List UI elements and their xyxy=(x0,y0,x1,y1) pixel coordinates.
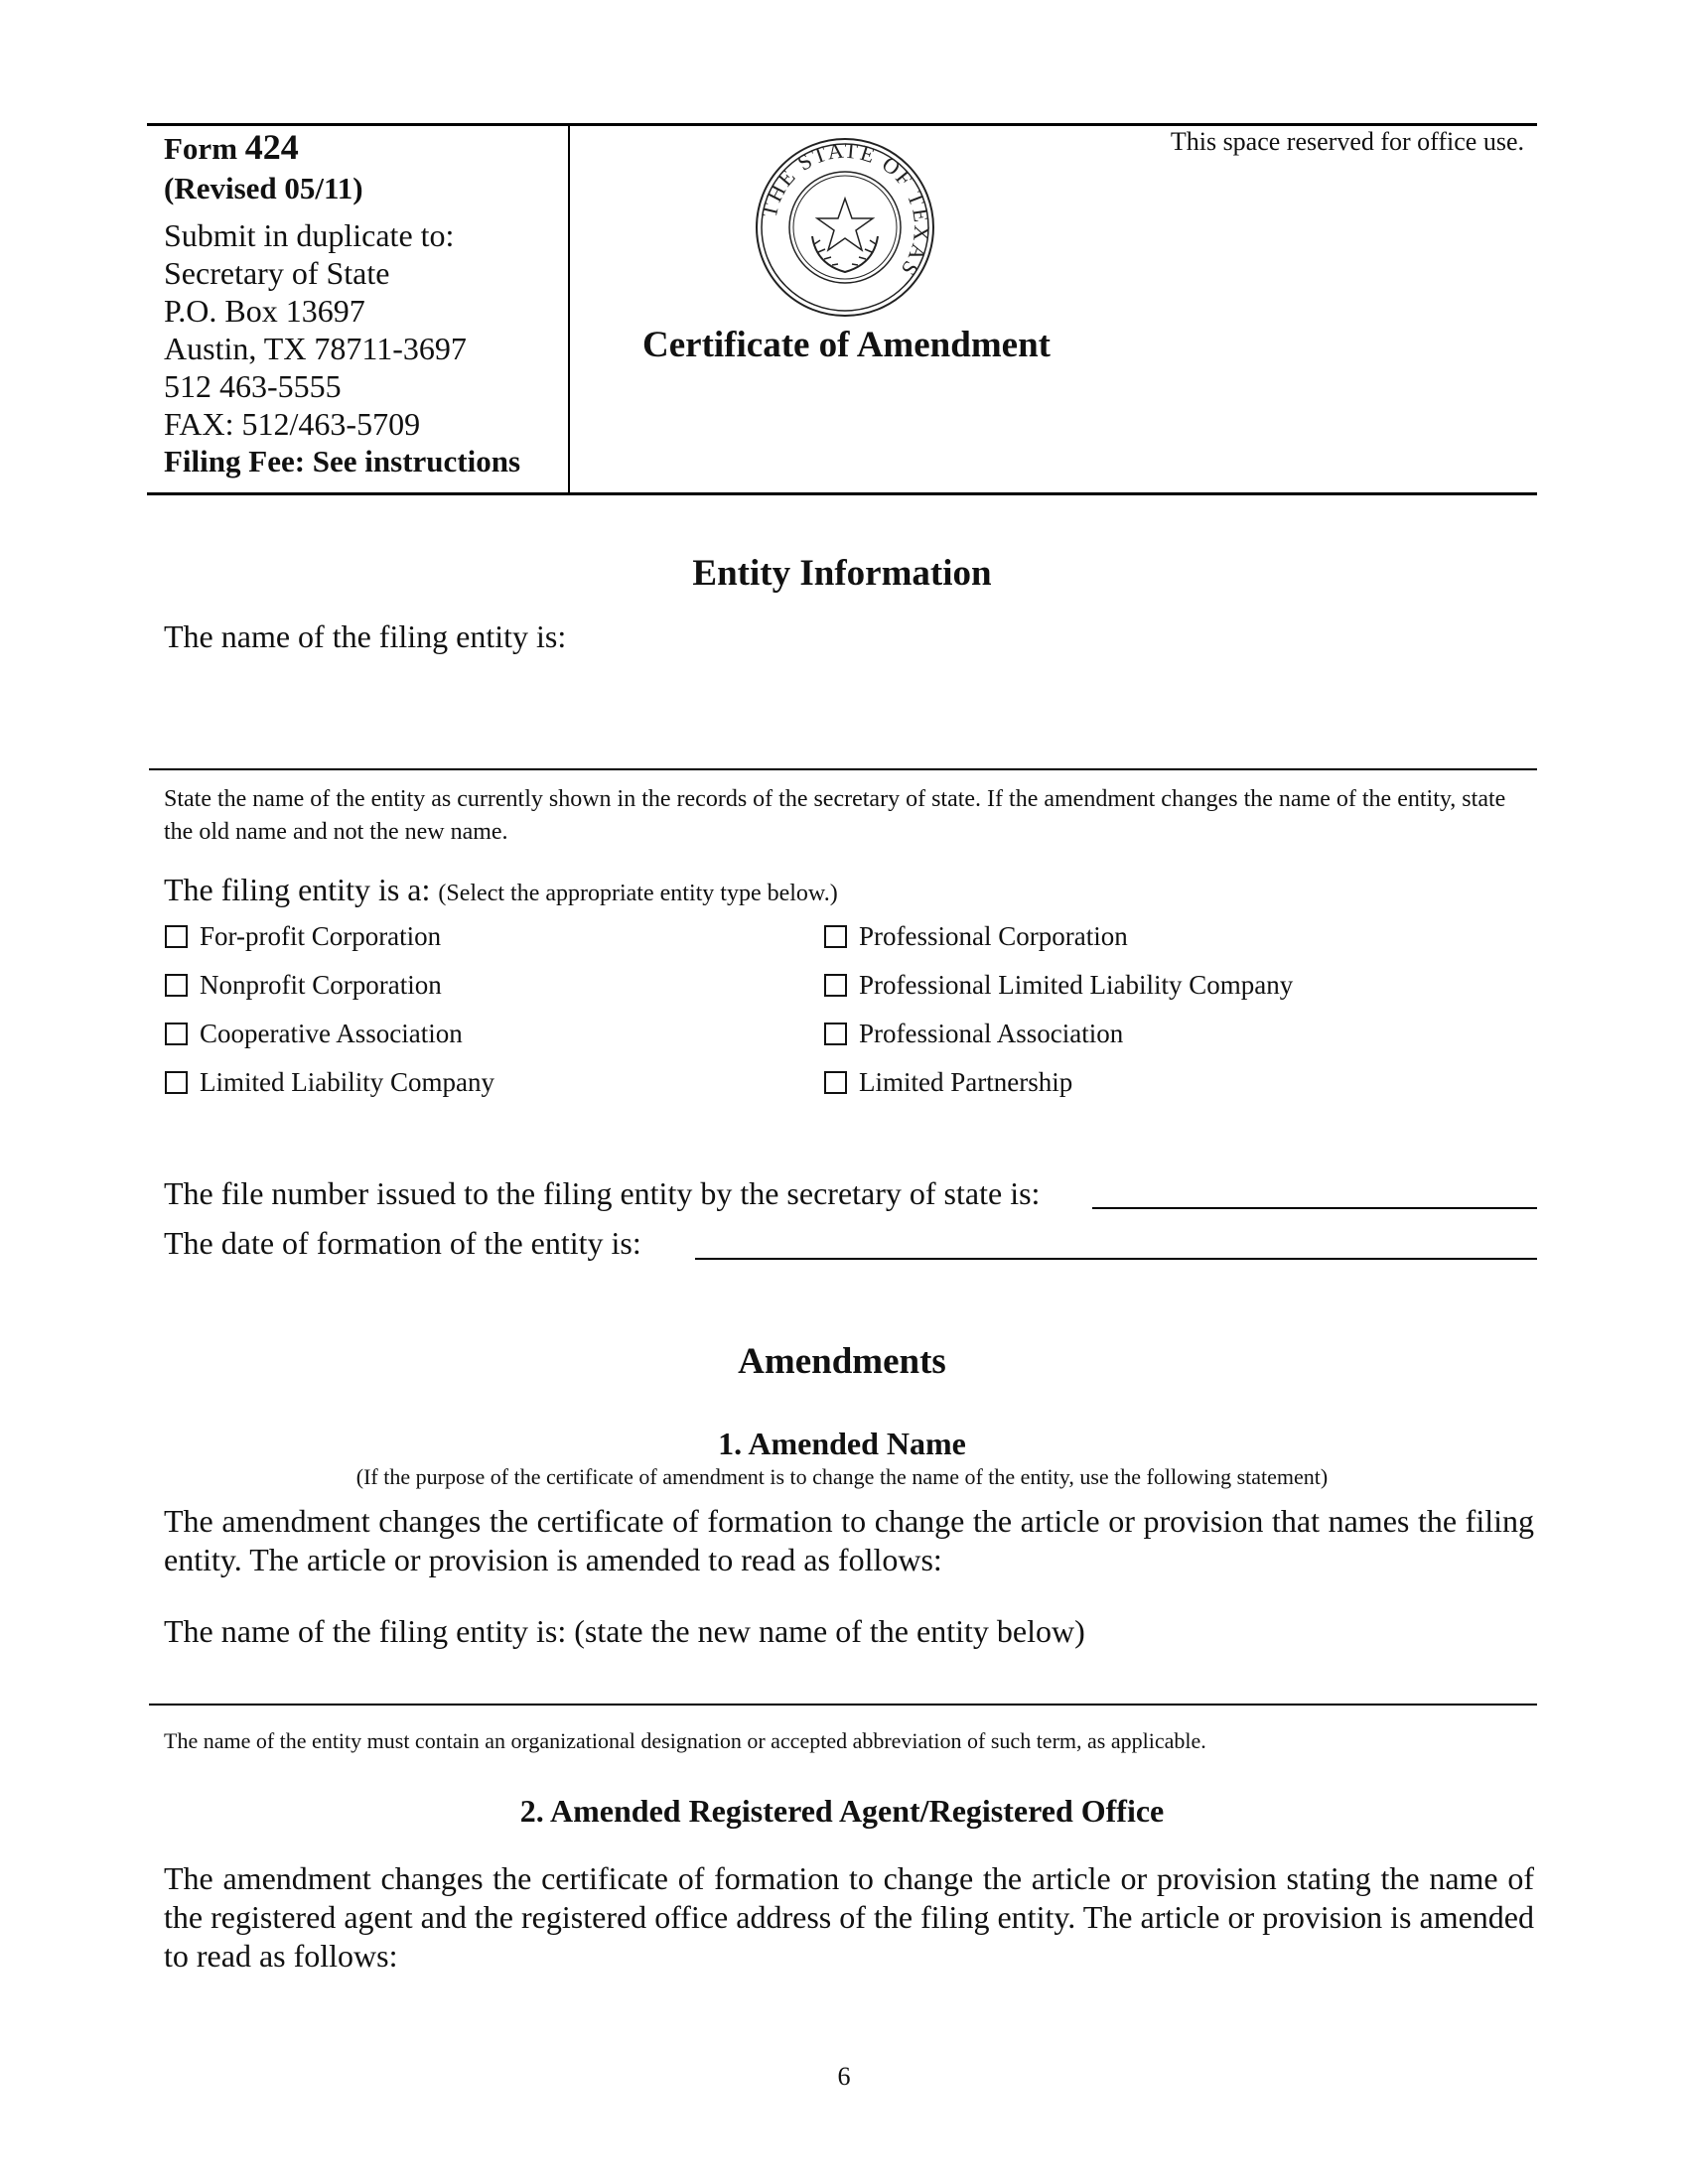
certificate-title: Certificate of Amendment xyxy=(642,325,1051,365)
registered-agent-title: 2. Amended Registered Agent/Registered Office xyxy=(519,1793,1165,1829)
checkbox-label: Nonprofit Corporation xyxy=(200,970,442,1000)
header-top-rule xyxy=(147,123,1537,126)
address-line: Submit in duplicate to: xyxy=(164,217,455,253)
checkbox-label: Professional Association xyxy=(859,1019,1124,1048)
checkbox-label: Professional Corporation xyxy=(859,921,1128,951)
designation-note: The name of the entity must contain an organizational designation or accepted abbreviation of such term, as applicable. xyxy=(164,1728,1206,1753)
checkbox-box[interactable] xyxy=(824,925,847,948)
checkbox-limited-liability-company[interactable] xyxy=(165,1067,494,1098)
svg-text:THE STATE OF TEXAS xyxy=(757,138,935,282)
entity-type-label xyxy=(164,872,838,908)
entity-type-label-text: The filing entity is a: xyxy=(164,872,431,907)
checkbox-cooperative-association[interactable] xyxy=(165,1019,463,1049)
checkbox-box[interactable] xyxy=(824,1023,847,1045)
form-number xyxy=(164,127,561,169)
office-use-note: This space reserved for office use. xyxy=(1170,127,1524,156)
checkbox-label: Limited Partnership xyxy=(859,1067,1073,1097)
address-line: FAX: 512/463-5709 xyxy=(164,406,421,442)
checkbox-box[interactable] xyxy=(824,974,847,997)
amended-name-note: (If the purpose of the certificate of amendment is to change the name of the entity, use the following statement) xyxy=(355,1464,1329,1489)
form-revision: (Revised 05/11) xyxy=(164,171,363,205)
header-left-block xyxy=(164,127,561,480)
entity-name-line xyxy=(149,768,1537,770)
registered-agent-statement: The amendment changes the certificate of formation to change the article or provision stating the name of the registered agent and the registered office address of the filing entity. The article or provision is amended to read as follows: xyxy=(164,1860,1534,1974)
checkbox-professional-association[interactable] xyxy=(824,1019,1123,1049)
checkbox-box[interactable] xyxy=(165,1023,188,1045)
header-bottom-rule xyxy=(147,492,1537,495)
checkbox-label: Limited Liability Company xyxy=(200,1067,494,1097)
filing-fee: Filing Fee: See instructions xyxy=(164,444,521,478)
header-divider xyxy=(568,126,570,492)
checkbox-for-profit-corporation[interactable] xyxy=(165,921,441,952)
amendments-heading: Amendments xyxy=(738,1341,946,1382)
checkbox-professional-corporation[interactable] xyxy=(824,921,1128,952)
address-line: Secretary of State xyxy=(164,255,390,291)
amended-name-title: 1. Amended Name xyxy=(718,1426,966,1461)
new-name-label: The name of the filing entity is: (state the new name of the entity below) xyxy=(164,1613,1085,1649)
entity-name-instructions: State the name of the entity as currently shown in the records of the secretary of state. If the amendment changes the name of the entity, state the old name and not the new name. xyxy=(164,786,1506,845)
checkbox-box[interactable] xyxy=(165,974,188,997)
formation-date-label: The date of formation of the entity is: xyxy=(164,1225,641,1261)
checkbox-box[interactable] xyxy=(165,1071,188,1094)
checkbox-label: Cooperative Association xyxy=(200,1019,463,1048)
form-label: Form xyxy=(164,131,238,166)
entity-name-label: The name of the filing entity is: xyxy=(164,618,567,654)
file-number-label: The file number issued to the filing entity by the secretary of state is: xyxy=(164,1175,1041,1211)
page-number: 6 xyxy=(837,2062,851,2091)
form-number-value: 424 xyxy=(244,127,299,167)
checkbox-label: Professional Limited Liability Company xyxy=(859,970,1294,1000)
checkbox-limited-partnership[interactable] xyxy=(824,1067,1072,1098)
address-line: P.O. Box 13697 xyxy=(164,293,365,329)
address-line: 512 463-5555 xyxy=(164,368,342,404)
checkbox-professional-llc[interactable] xyxy=(824,970,1293,1001)
checkbox-box[interactable] xyxy=(824,1071,847,1094)
seal-text: THE STATE OF TEXAS xyxy=(756,137,935,283)
entity-type-hint: (Select the appropriate entity type below.) xyxy=(438,881,838,906)
checkbox-label: For-profit Corporation xyxy=(200,921,442,951)
texas-seal-icon xyxy=(755,137,935,318)
new-name-line xyxy=(149,1704,1537,1706)
file-number-input[interactable] xyxy=(1092,1207,1537,1209)
entity-information-heading: Entity Information xyxy=(692,553,992,594)
checkbox-nonprofit-corporation[interactable] xyxy=(165,970,442,1001)
amended-name-statement: The amendment changes the certificate of formation to change the article or provision that names the filing entity. The article or provision is amended to read as follows: xyxy=(164,1503,1534,1577)
formation-date-input[interactable] xyxy=(695,1258,1537,1260)
checkbox-box[interactable] xyxy=(165,925,188,948)
address-line: Austin, TX 78711-3697 xyxy=(164,331,467,366)
